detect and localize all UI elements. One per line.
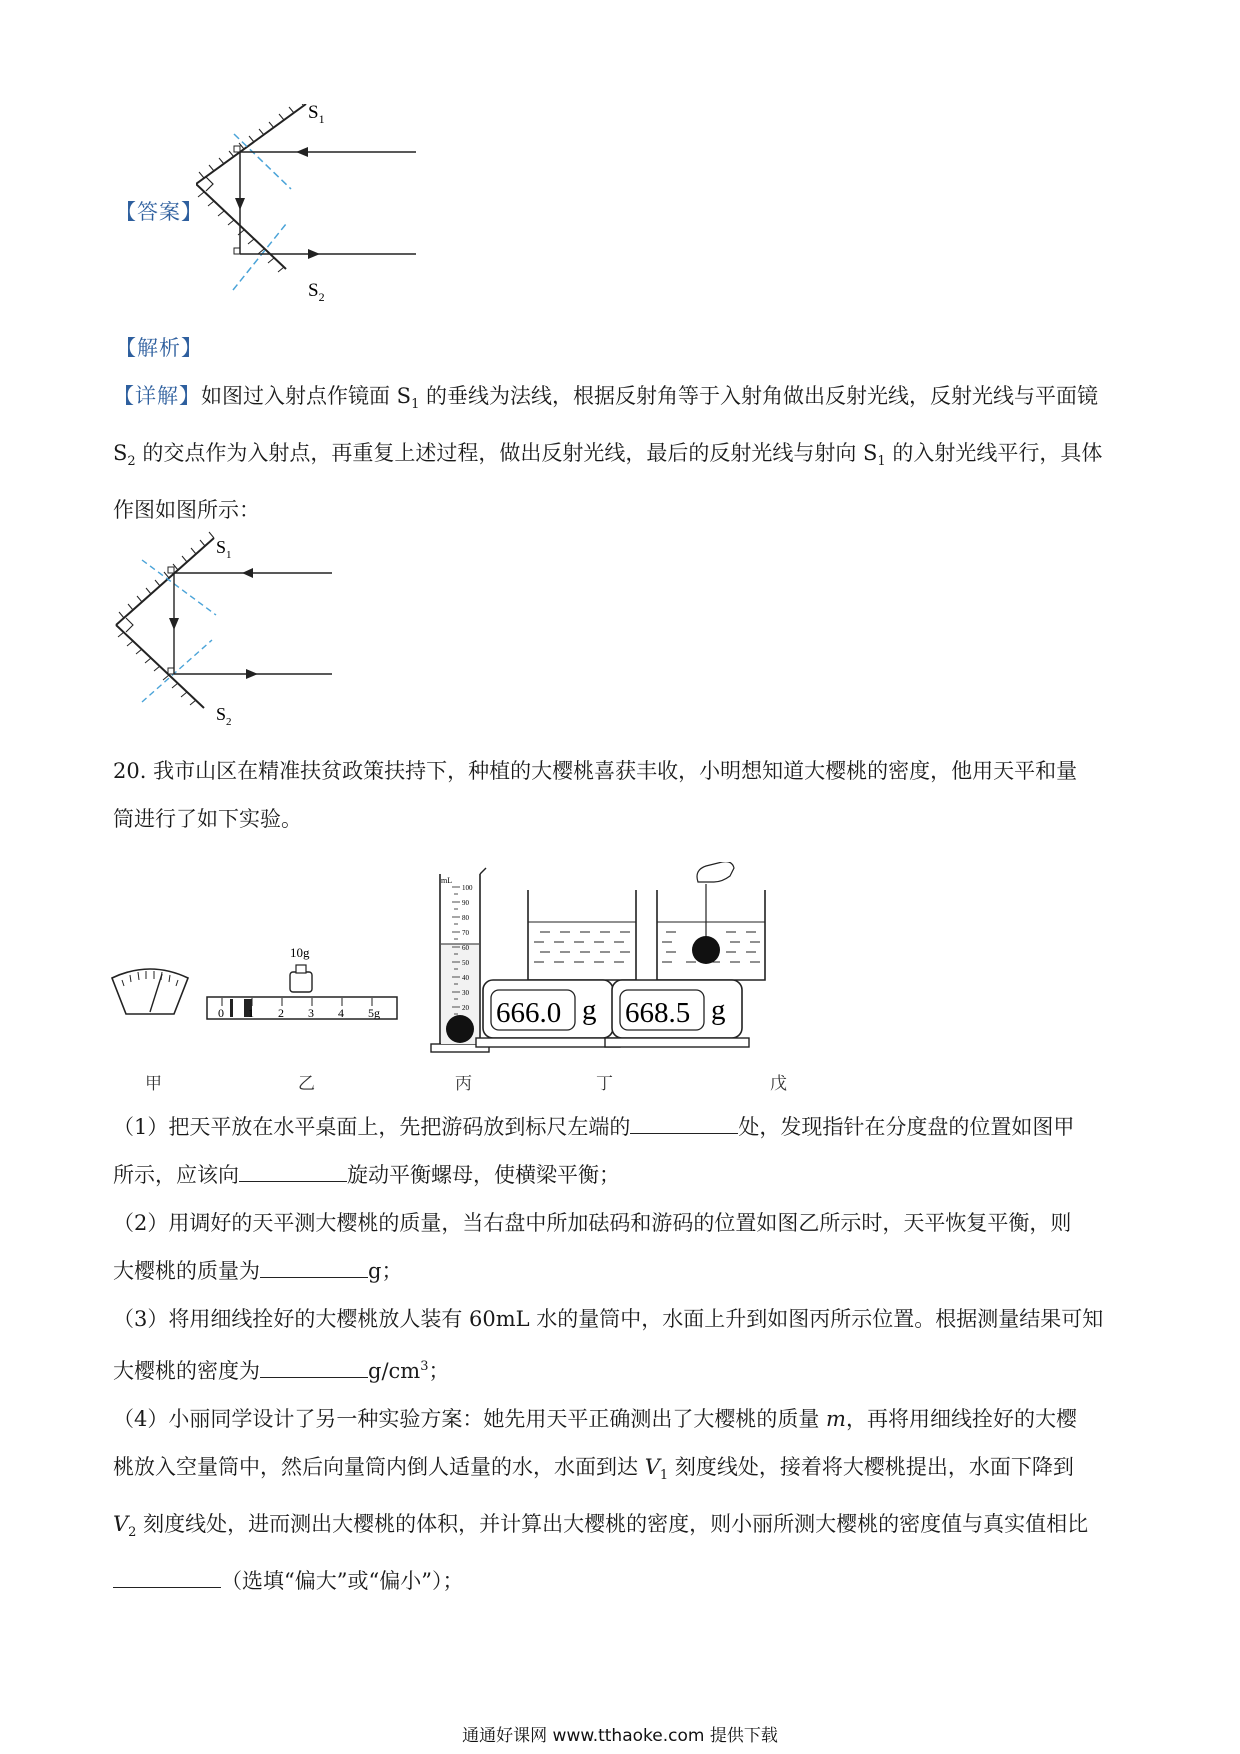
cylinder-tick-20: 20 [462,1004,469,1012]
part-4-line-4: （选填“偏大”或“偏小”）； [113,1557,1133,1605]
caption-ding: 丁 [596,1074,613,1094]
ruler-tick-2: 2 [278,1006,284,1020]
part-4-line-1: （4）小丽同学设计了另一种实验方案：她先用天平正确测出了大樱桃的质量 m，再将用细线拴好的大樱 [113,1407,1077,1431]
balance-ruler [207,945,397,1020]
cylinder-tick-40: 40 [462,974,469,982]
answer-s1-label: $S_1$ [308,104,325,126]
blank-5[interactable] [113,1565,221,1588]
caption-wu: 戊 [770,1074,787,1094]
part-3-line-2: 大樱桃的密度为 $g/cm^3$； [113,1343,1133,1395]
cylinder-tick-90: 90 [462,899,469,907]
detail-line-1: 【详解】如图过入射点作镜面 $S_1$ 的垂线为法线，根据反射角等于入射角做出反射光线，反射光线与平面镜 [113,384,1099,413]
measuring-cylinder [431,868,489,1052]
scale-wu-reading: 668.5 [625,997,691,1029]
balance-dial [112,969,188,1014]
answer-diagram [196,104,436,314]
cylinder-tick-100: 100 [462,884,473,892]
page-footer: 通通好课网 www.tthaoke.com 提供下载 [462,1726,778,1746]
blank-1[interactable] [630,1111,738,1134]
cylinder-tick-80: 80 [462,914,469,922]
cylinder-tick-70: 70 [462,929,469,937]
part-1-line-1: （1）把天平放在水平桌面上，先把游码放到标尺左端的 处，发现指针在分度盘的位置如图甲 [113,1103,1133,1151]
scale-ding-unit: g [582,994,597,1026]
question-20-figure [110,862,860,1062]
detail-tag: 【详解】 [113,384,201,408]
blank-4[interactable] [260,1355,368,1378]
cylinder-tick-60: 60 [462,944,469,952]
cherry-in-cylinder [446,1015,474,1043]
cherry-in-beaker [692,936,720,964]
ruler-tick-4: 4 [338,1006,344,1020]
answer-s2-label: $S_2$ [308,280,325,304]
cylinder-tick-50: 50 [462,959,469,967]
question-20-parts [113,1103,1133,1605]
part-4-line-3: $V_2$ 刻度线处，进而测出大樱桃的体积，并计算出大樱桃的密度，则小丽所测大樱桃的密度值与真实值相比 [113,1512,1089,1541]
ruler-tick-0: 0 [218,1006,224,1020]
caption-jia: 甲 [145,1074,162,1094]
question-20-stem [113,747,1133,843]
scale-wu [605,862,765,1047]
detail-line-2: $S_2$ 的交点作为入射点，再重复上述过程，做出反射光线，最后的反射光线与射向 $S_1$ 的入射光线平行，具体 [113,441,1103,470]
ruler-tick-5: 5g [368,1006,380,1020]
scale-wu-unit: g [711,994,726,1026]
cylinder-unit: mL [441,876,453,885]
blank-2[interactable] [239,1159,347,1182]
part-1-line-2: 所示，应该向 旋动平衡螺母，使横梁平衡； [113,1151,1133,1199]
part-2-line-2: 大樱桃的质量为 g； [113,1247,1133,1295]
part-3-line-1: （3）将用细线拴好的大樱桃放人装有 60mL 水的量筒中，水面上升到如图丙所示位置。根据测量结果可知 [113,1307,1104,1331]
analysis-diagram [112,530,342,730]
caption-yi: 乙 [298,1074,315,1094]
caption-bing: 丙 [455,1074,472,1094]
analysis-s2-label: $S_2$ [216,704,232,728]
answer-tag: 【答案】 [115,200,203,224]
analysis-tag: 【解析】 [115,336,203,360]
part-4-line-2: 桃放入空量筒中，然后向量筒内倒人适量的水，水面到达 $V_1$ 刻度线处，接着将大樱桃提出，水面下降到 [113,1455,1074,1484]
blank-3[interactable] [260,1255,368,1278]
cylinder-tick-30: 30 [462,989,469,997]
part-2-line-1: （2）用调好的天平测大樱桃的质量，当右盘中所加砝码和游码的位置如图乙所示时，天平恢复平衡，则 [113,1211,1072,1235]
stem-line-2: 筒进行了如下实验。 [113,807,302,831]
scale-ding-reading: 666.0 [496,997,562,1029]
detail-line-3: 作图如图所示： [113,498,260,523]
weight-label: 10g [290,945,310,960]
ruler-tick-1: 1 [248,1006,254,1020]
stem-line-1: 20. 我市山区在精准扶贫政策扶持下，种植的大樱桃喜获丰收，小明想知道大樱桃的密度，他用天平和量 [113,759,1078,783]
analysis-s1-label: $S_1$ [216,537,232,561]
analysis-detail [113,372,1133,534]
hand [697,862,734,882]
ruler-tick-3: 3 [308,1006,314,1020]
